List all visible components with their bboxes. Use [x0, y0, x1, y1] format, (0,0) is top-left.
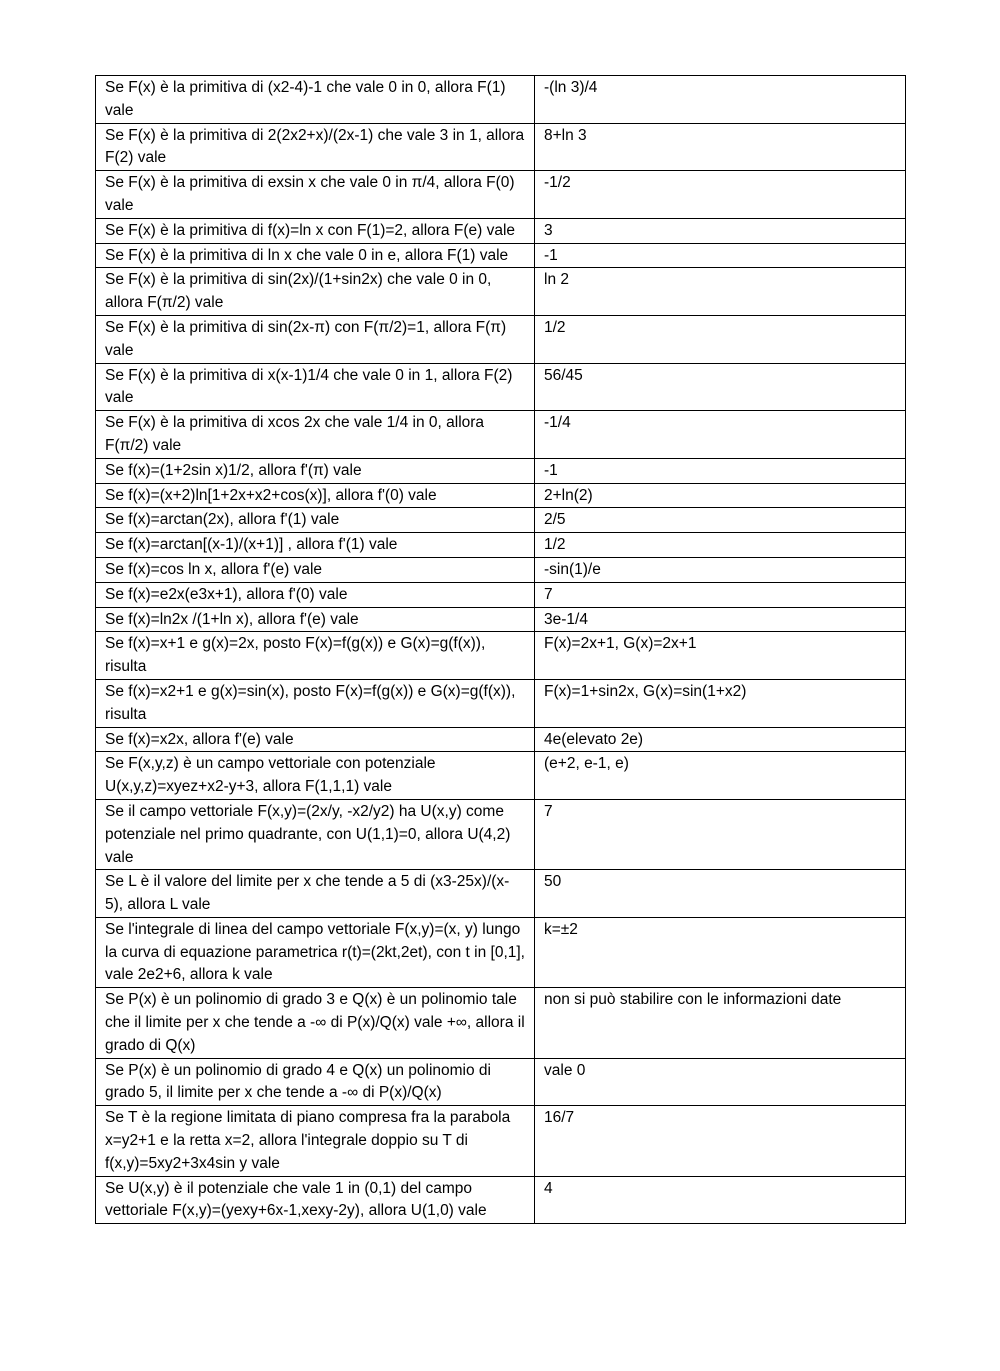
- table-row: [96, 315, 906, 363]
- table-row: [96, 752, 906, 800]
- question-cell: Se F(x) è la primitiva di f(x)=ln x con F(1)=2, allora F(e) vale: [96, 218, 535, 243]
- table-row: [96, 123, 906, 171]
- table-row: [96, 727, 906, 752]
- answer-cell: 50: [535, 870, 906, 918]
- question-cell: Se f(x)=(1+2sin x)1/2, allora f'(π) vale: [96, 458, 535, 483]
- table-row: [96, 1058, 906, 1106]
- table-row: [96, 411, 906, 459]
- table-row: [96, 363, 906, 411]
- table-row: [96, 243, 906, 268]
- answer-cell: (e+2, e-1, e): [535, 752, 906, 800]
- question-answer-table: [95, 75, 906, 1224]
- question-cell: Se il campo vettoriale F(x,y)=(2x/y, -x2/y2) ha U(x,y) come potenziale nel primo quadrante, con U(1,1)=0, allora U(4,2) vale: [96, 799, 535, 869]
- question-cell: Se F(x) è la primitiva di x(x-1)1/4 che vale 0 in 1, allora F(2) vale: [96, 363, 535, 411]
- answer-cell: 4: [535, 1176, 906, 1224]
- table-row: [96, 1106, 906, 1176]
- question-cell: Se F(x) è la primitiva di sin(2x-π) con F(π/2)=1, allora F(π) vale: [96, 315, 535, 363]
- question-cell: Se L è il valore del limite per x che tende a 5 di (x3-25x)/(x-5), allora L vale: [96, 870, 535, 918]
- table-row: [96, 171, 906, 219]
- table-row: [96, 268, 906, 316]
- question-cell: Se P(x) è un polinomio di grado 3 e Q(x) è un polinomio tale che il limite per x che tende a -∞ di P(x)/Q(x) vale +∞, allora il grado di Q(x): [96, 988, 535, 1058]
- question-cell: Se f(x)=arctan(2x), allora f'(1) vale: [96, 508, 535, 533]
- table-row: [96, 458, 906, 483]
- table-row: [96, 582, 906, 607]
- table-row: [96, 533, 906, 558]
- answer-cell: 8+ln 3: [535, 123, 906, 171]
- answer-cell: vale 0: [535, 1058, 906, 1106]
- answer-cell: 1/2: [535, 533, 906, 558]
- question-cell: Se F(x,y,z) è un campo vettoriale con potenziale U(x,y,z)=xyez+x2-y+3, allora F(1,1,1) vale: [96, 752, 535, 800]
- answer-cell: -sin(1)/e: [535, 557, 906, 582]
- answer-cell: 2/5: [535, 508, 906, 533]
- question-cell: Se F(x) è la primitiva di exsin x che vale 0 in π/4, allora F(0) vale: [96, 171, 535, 219]
- table-row: [96, 76, 906, 124]
- question-cell: Se f(x)=(x+2)ln[1+2x+x2+cos(x)], allora f'(0) vale: [96, 483, 535, 508]
- table-row: [96, 917, 906, 987]
- question-cell: Se T è la regione limitata di piano compresa fra la parabola x=y2+1 e la retta x=2, allora l'integrale doppio su T di f(x,y)=5xy2+3x4sin y vale: [96, 1106, 535, 1176]
- table-row: [96, 870, 906, 918]
- answer-cell: ln 2: [535, 268, 906, 316]
- question-cell: Se f(x)=arctan[(x-1)/(x+1)] , allora f'(1) vale: [96, 533, 535, 558]
- answer-cell: 1/2: [535, 315, 906, 363]
- table-row: [96, 1176, 906, 1224]
- question-cell: Se F(x) è la primitiva di 2(2x2+x)/(2x-1) che vale 3 in 1, allora F(2) vale: [96, 123, 535, 171]
- table-body: [96, 76, 906, 1224]
- table-row: [96, 679, 906, 727]
- answer-cell: 7: [535, 799, 906, 869]
- answer-cell: 4e(elevato 2e): [535, 727, 906, 752]
- table-row: [96, 508, 906, 533]
- question-cell: Se F(x) è la primitiva di sin(2x)/(1+sin2x) che vale 0 in 0, allora F(π/2) vale: [96, 268, 535, 316]
- answer-cell: -1: [535, 243, 906, 268]
- table-row: [96, 988, 906, 1058]
- question-cell: Se F(x) è la primitiva di (x2-4)-1 che vale 0 in 0, allora F(1) vale: [96, 76, 535, 124]
- answer-cell: 3: [535, 218, 906, 243]
- answer-cell: -1: [535, 458, 906, 483]
- answer-cell: F(x)=1+sin2x, G(x)=sin(1+x2): [535, 679, 906, 727]
- question-cell: Se f(x)=cos ln x, allora f'(e) vale: [96, 557, 535, 582]
- table-row: [96, 557, 906, 582]
- table-row: [96, 483, 906, 508]
- answer-cell: 16/7: [535, 1106, 906, 1176]
- question-cell: Se f(x)=x2+1 e g(x)=sin(x), posto F(x)=f(g(x)) e G(x)=g(f(x)), risulta: [96, 679, 535, 727]
- question-cell: Se l'integrale di linea del campo vettoriale F(x,y)=(x, y) lungo la curva di equazione parametrica r(t)=(2kt,2et), con t in [0,1], vale 2e2+6, allora k vale: [96, 917, 535, 987]
- question-cell: Se F(x) è la primitiva di xcos 2x che vale 1/4 in 0, allora F(π/2) vale: [96, 411, 535, 459]
- question-cell: Se F(x) è la primitiva di ln x che vale 0 in e, allora F(1) vale: [96, 243, 535, 268]
- answer-cell: non si può stabilire con le informazioni date: [535, 988, 906, 1058]
- question-cell: Se f(x)=ln2x /(1+ln x), allora f'(e) vale: [96, 607, 535, 632]
- answer-cell: 3e-1/4: [535, 607, 906, 632]
- table-row: [96, 218, 906, 243]
- table-row: [96, 799, 906, 869]
- answer-cell: 7: [535, 582, 906, 607]
- question-cell: Se f(x)=x+1 e g(x)=2x, posto F(x)=f(g(x)) e G(x)=g(f(x)), risulta: [96, 632, 535, 680]
- table-row: [96, 632, 906, 680]
- question-cell: Se P(x) è un polinomio di grado 4 e Q(x) un polinomio di grado 5, il limite per x che tende a -∞ di P(x)/Q(x): [96, 1058, 535, 1106]
- answer-cell: -(ln 3)/4: [535, 76, 906, 124]
- answer-cell: 2+ln(2): [535, 483, 906, 508]
- table-row: [96, 607, 906, 632]
- answer-cell: -1/2: [535, 171, 906, 219]
- answer-cell: k=±2: [535, 917, 906, 987]
- question-cell: Se f(x)=x2x, allora f'(e) vale: [96, 727, 535, 752]
- answer-cell: 56/45: [535, 363, 906, 411]
- question-cell: Se U(x,y) è il potenziale che vale 1 in (0,1) del campo vettoriale F(x,y)=(yexy+6x-1,xexy-2y), allora U(1,0) vale: [96, 1176, 535, 1224]
- answer-cell: F(x)=2x+1, G(x)=2x+1: [535, 632, 906, 680]
- question-cell: Se f(x)=e2x(e3x+1), allora f'(0) vale: [96, 582, 535, 607]
- answer-cell: -1/4: [535, 411, 906, 459]
